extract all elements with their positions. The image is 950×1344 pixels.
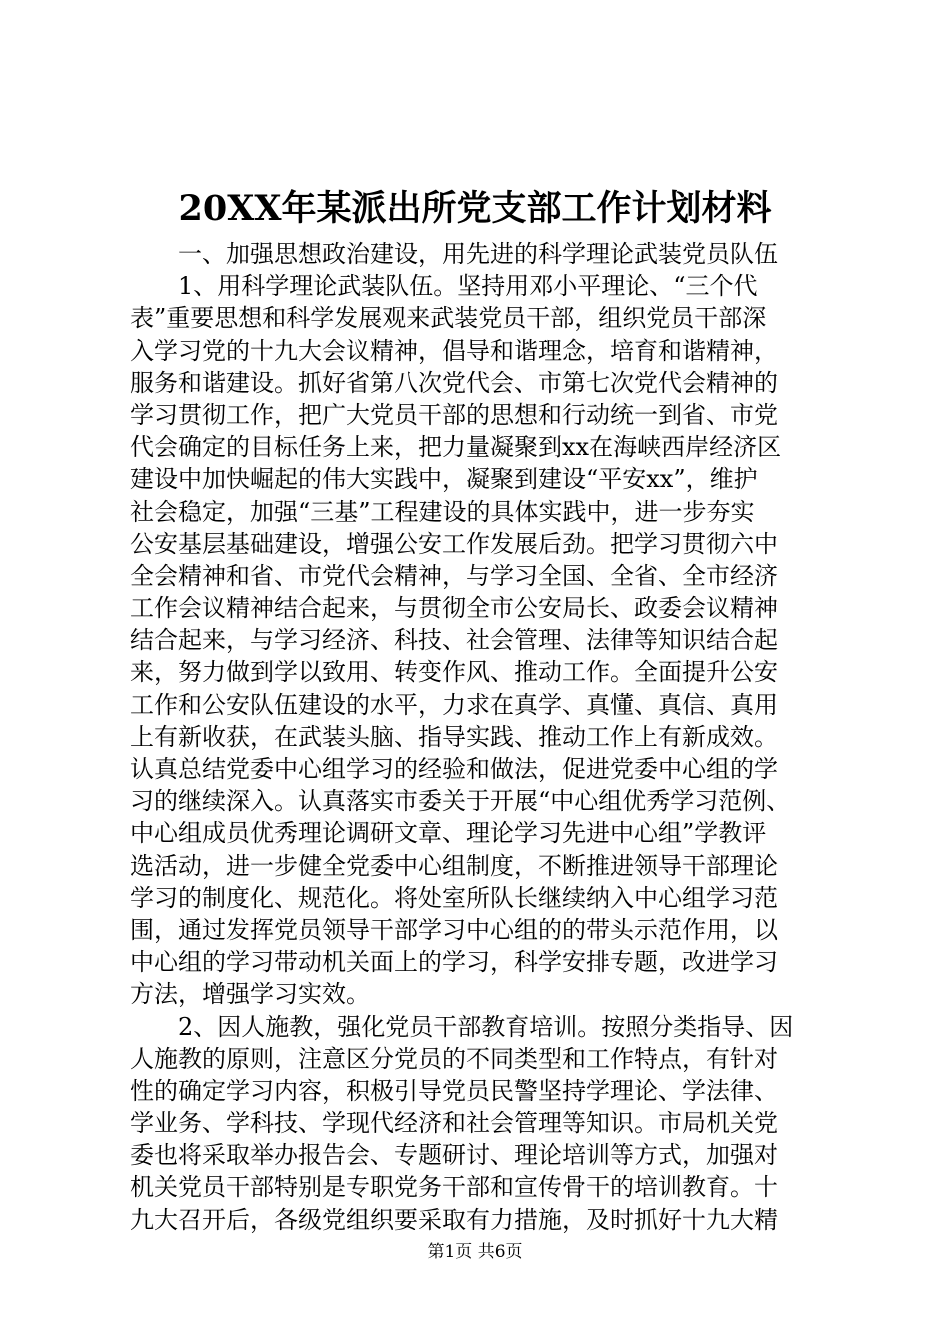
paragraph-line: 公安基层基础建设，增强公安工作发展后劲。把学习贯彻六中	[130, 529, 778, 558]
paragraph-line: 工作和公安队伍建设的水平，力求在真学、真懂、真信、真用	[130, 690, 778, 719]
paragraph-line: 方法，增强学习实效。	[130, 980, 370, 1009]
document-title: 20XX年某派出所党支部工作计划材料	[178, 188, 772, 229]
paragraph-line: 学业务、学科技、学现代经济和社会管理等知识。市局机关党	[130, 1109, 778, 1138]
paragraph-line: 全会精神和省、市党代会精神，与学习全国、全省、全市经济	[130, 561, 778, 590]
paragraph-line: 性的确定学习内容，积极引导党员民警坚持学理论、学法律、	[130, 1076, 778, 1105]
paragraph-line: 代会确定的目标任务上来，把力量凝聚到xx在海峡西岸经济区	[130, 433, 782, 462]
paragraph-line: 认真总结党委中心组学习的经验和做法，促进党委中心组的学	[130, 755, 778, 783]
paragraph-line: 工作会议精神结合起来，与贯彻全市公安局长、政委会议精神	[130, 594, 778, 623]
paragraph-line: 围，通过发挥党员领导干部学习中心组的的带头示范作用，以	[130, 915, 778, 944]
paragraph-line: 2、因人施教，强化党员干部教育培训。按照分类指导、因	[178, 1012, 794, 1041]
paragraph-line: 习的继续深入。认真落实市委关于开展“中心组优秀学习范例、	[130, 787, 791, 816]
section-heading: 一、加强思想政治建设，用先进的科学理论武装党员队伍	[178, 240, 778, 268]
document-body	[130, 238, 830, 1236]
paragraph-line: 中心组成员优秀理论调研文章、理论学习先进中心组”学教评	[130, 819, 767, 848]
paragraph-line: 服务和谐建设。抓好省第八次党代会、市第七次党代会精神的	[130, 368, 778, 397]
paragraph-line: 委也将采取举办报告会、专题研讨、理论培训等方式，加强对	[130, 1141, 778, 1170]
paragraph-line: 学习的制度化、规范化。将处室所队长继续纳入中心组学习范	[130, 883, 778, 912]
paragraph-line: 学习贯彻工作，把广大党员干部的思想和行动统一到省、市党	[130, 400, 778, 429]
paragraph-line: 选活动，进一步健全党委中心组制度，不断推进领导干部理论	[130, 851, 778, 880]
paragraph-line: 上有新收获，在武装头脑、指导实践、推动工作上有新成效。	[130, 722, 778, 751]
paragraph-line: 来，努力做到学以致用、转变作风、推动工作。全面提升公安	[130, 658, 778, 687]
paragraph-line: 1、用科学理论武装队伍。坚持用邓小平理论、“三个代	[178, 272, 758, 301]
page-number-footer: 第1页 共6页	[427, 1242, 523, 1262]
paragraph-line: 表”重要思想和科学发展观来武装党员干部，组织党员干部深	[130, 304, 767, 333]
paragraph-line: 社会稳定，加强“三基”工程建设的具体实践中，进一步夯实	[130, 497, 755, 526]
paragraph-line: 入学习党的十九大会议精神，倡导和谐理念，培育和谐精神，	[130, 336, 778, 365]
paragraph-line: 机关党员干部特别是专职党务干部和宣传骨干的培训教育。十	[130, 1173, 778, 1202]
paragraph-line: 结合起来，与学习经济、科技、社会管理、法律等知识结合起	[130, 626, 778, 655]
paragraph-line: 九大召开后，各级党组织要采取有力措施，及时抓好十九大精	[130, 1205, 778, 1234]
paragraph-line: 建设中加快崛起的伟大实践中，凝聚到建设“平安xx”，维护	[130, 465, 758, 494]
paragraph-line: 中心组的学习带动机关面上的学习，科学安排专题，改进学习	[130, 948, 778, 977]
paragraph-line: 人施教的原则，注意区分党员的不同类型和工作特点，有针对	[130, 1044, 778, 1073]
